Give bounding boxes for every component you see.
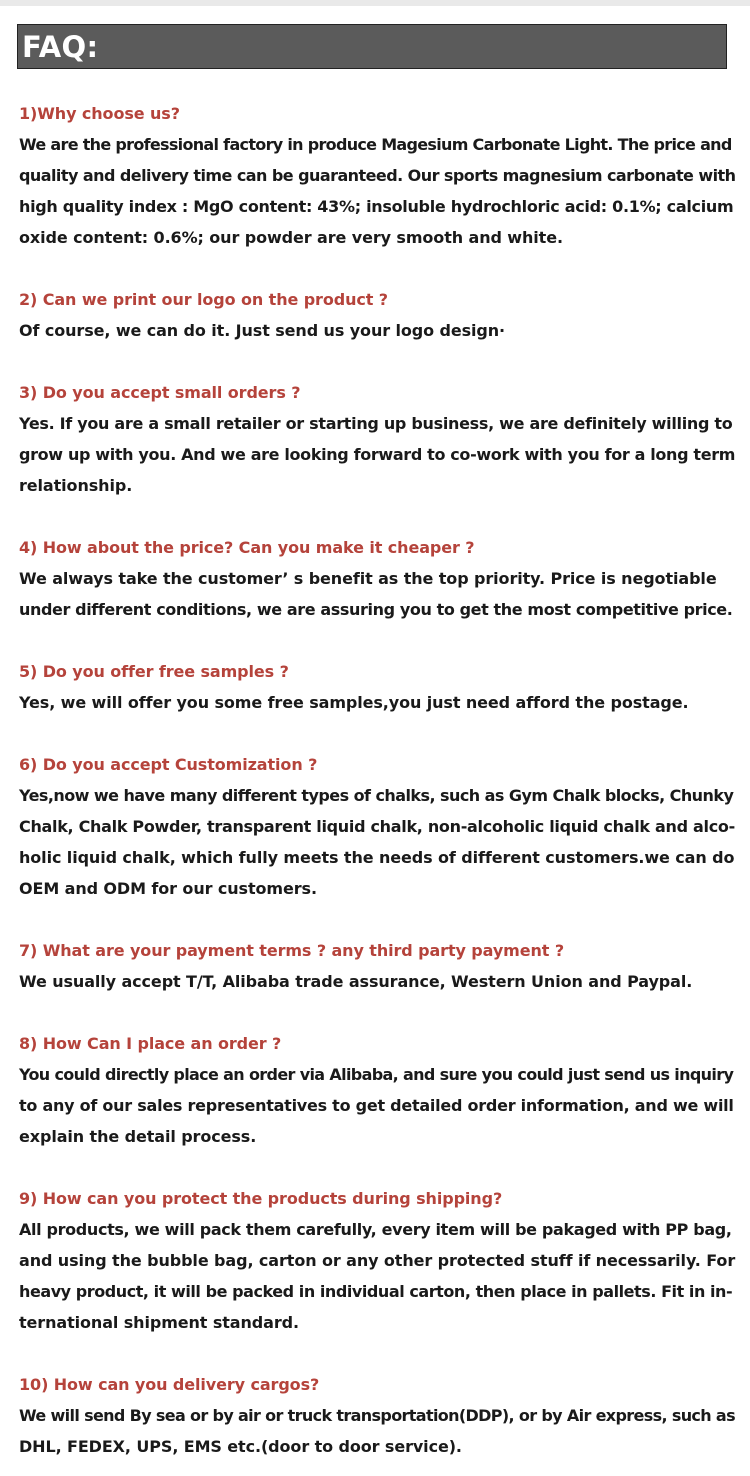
faq-question: 10) How can you delivery cargos? <box>19 1375 320 1394</box>
answer-line: explain the detail process. <box>19 1127 257 1146</box>
answer-line: under different conditions, we are assuring you to get the most competitive price. <box>19 600 733 619</box>
faq-question: 8) How Can I place an order ? <box>19 1034 282 1053</box>
answer-line: heavy product, it will be packed in individual carton, then place in pallets. Fit in in- <box>19 1282 733 1301</box>
faq-question: 3) Do you accept small orders ? <box>19 383 301 402</box>
faq-item-8 <box>19 1028 735 1152</box>
faq-item-9 <box>19 1183 735 1338</box>
top-divider-strip <box>0 0 750 6</box>
answer-line: and using the bubble bag, carton or any other protected stuff if necessarily. For <box>19 1251 736 1270</box>
faq-answer <box>19 408 735 501</box>
answer-line: quality and delivery time can be guaranteed. Our sports magnesium carbonate with <box>19 166 736 185</box>
faq-item-5 <box>19 656 735 718</box>
faq-answer <box>19 315 735 346</box>
answer-line: relationship. <box>19 476 133 495</box>
faq-answer <box>19 1214 735 1338</box>
faq-item-6 <box>19 749 735 904</box>
answer-line: to any of our sales representatives to get detailed order information, and we will <box>19 1096 734 1115</box>
faq-answer <box>19 780 735 904</box>
faq-item-4 <box>19 532 735 625</box>
faq-question: 2) Can we print our logo on the product ? <box>19 290 388 309</box>
answer-line: Yes. If you are a small retailer or starting up business, we are definitely willing to <box>19 414 733 433</box>
answer-line: We are the professional factory in produce Magesium Carbonate Light. The price and <box>19 135 732 154</box>
answer-line: OEM and ODM for our customers. <box>19 879 317 898</box>
faq-header-bar <box>17 24 727 69</box>
answer-line: ternational shipment standard. <box>19 1313 299 1332</box>
faq-item-7 <box>19 935 735 997</box>
answer-line: high quality index : MgO content: 43%; insoluble hydrochloric acid: 0.1%; calcium <box>19 197 734 216</box>
faq-question: 6) Do you accept Customization ? <box>19 755 318 774</box>
answer-line: holic liquid chalk, which fully meets the needs of different customers.we can do <box>19 848 735 867</box>
faq-item-3 <box>19 377 735 501</box>
answer-line: All products, we will pack them carefully, every item will be pakaged with PP bag, <box>19 1220 732 1239</box>
faq-item-1 <box>19 98 735 253</box>
faq-answer <box>19 1059 735 1152</box>
answer-line: grow up with you. And we are looking forward to co-work with you for a long term <box>19 445 736 464</box>
answer-line: oxide content: 0.6%; our powder are very smooth and white. <box>19 228 563 247</box>
faq-question: 1)Why choose us? <box>19 104 180 123</box>
faq-title: FAQ: <box>22 30 99 64</box>
faq-question: 5) Do you offer free samples ? <box>19 662 289 681</box>
answer-line: DHL, FEDEX, UPS, EMS etc.(door to door service). <box>19 1437 462 1456</box>
answer-line: Chalk, Chalk Powder, transparent liquid chalk, non-alcoholic liquid chalk and alco- <box>19 817 735 836</box>
faq-answer <box>19 563 735 625</box>
faq-question: 4) How about the price? Can you make it cheaper ? <box>19 538 475 557</box>
faq-answer <box>19 129 735 253</box>
faq-answer <box>19 966 735 997</box>
faq-item-10 <box>19 1369 735 1462</box>
answer-line: We will send By sea or by air or truck transportation(DDP), or by Air express, such as <box>19 1406 735 1425</box>
answer-line: Yes,now we have many different types of chalks, such as Gym Chalk blocks, Chunky <box>19 786 734 805</box>
faq-question: 7) What are your payment terms ? any third party payment ? <box>19 941 564 960</box>
answer-line: Of course, we can do it. Just send us your logo design· <box>19 321 506 340</box>
answer-line: We usually accept T/T, Alibaba trade assurance, Western Union and Paypal. <box>19 972 693 991</box>
answer-line: Yes, we will offer you some free samples,you just need afford the postage. <box>19 693 689 712</box>
faq-answer <box>19 687 735 718</box>
faq-item-2 <box>19 284 735 346</box>
answer-line: You could directly place an order via Alibaba, and sure you could just send us inquiry <box>19 1065 734 1084</box>
answer-line: We always take the customer’ s benefit as the top priority. Price is negotiable <box>19 569 717 588</box>
faq-answer <box>19 1400 735 1462</box>
faq-question: 9) How can you protect the products during shipping? <box>19 1189 503 1208</box>
